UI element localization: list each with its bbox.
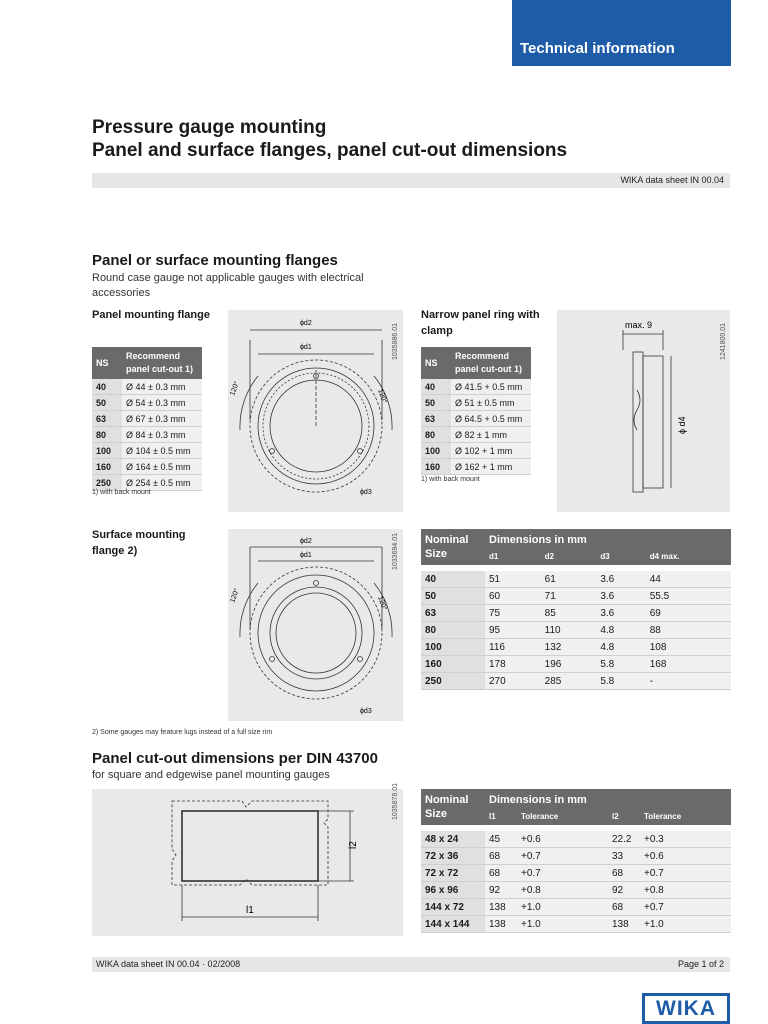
page-title [92,116,567,162]
table-cell: 69 [646,605,731,622]
table-cell: 3.6 [596,605,645,622]
section-subtitle: Round case gauge not applicable gauges with electrical accessories [92,272,364,299]
table-cell: Ø 54 ± 0.3 mm [122,395,202,411]
table-cell: Ø 254 ± 0.5 mm [122,475,202,491]
table-cell: 71 [541,588,597,605]
datasheet-ref: WIKA data sheet IN 00.04 [620,175,724,185]
dim-d1-label: ϕd1 [300,344,312,351]
header-nominal: Nominal [421,789,485,807]
table-cell: 85 [541,605,597,622]
table-cell: 100 [421,639,485,656]
narrow-ring-table [421,347,531,475]
table-cell: 68 [485,848,517,865]
table-cell: 63 [92,411,122,427]
table-cell: Ø 64.5 + 0.5 mm [451,411,531,427]
drawing-number: 1033694.01 [392,533,399,570]
table-cell: 160 [92,459,122,475]
ring-drawing-svg [557,310,730,512]
col-header: NS [421,347,451,379]
table-cell: 250 [421,673,485,690]
cutout-table [421,789,731,933]
section-cutout [92,750,422,783]
panel-flange-footnote: 1) with back mount [92,489,151,496]
col-header: Tolerance [517,807,608,825]
table-cell: 51 [485,571,541,588]
col-header: Recommend panel cut-out 1) [122,347,202,379]
table-cell: 72 x 36 [421,848,485,865]
table-row [421,899,731,916]
table-cell: 68 [485,865,517,882]
table-cell: 80 [92,427,122,443]
table-row [421,656,731,673]
col-header: d4 max. [646,547,731,565]
cutout-drawing [92,789,403,936]
col-header: l2 [608,807,640,825]
table-cell: 138 [485,899,517,916]
narrow-ring-drawing [557,310,730,512]
angle-label: 120° [229,587,241,604]
table-row [421,459,531,475]
col-header: NS [92,347,122,379]
drawing-number: 1241800.01 [720,323,727,360]
col-header: d2 [541,547,597,565]
table-cell: 48 x 24 [421,831,485,848]
table-cell: 63 [421,411,451,427]
table-cell: 75 [485,605,541,622]
table-cell: 33 [608,848,640,865]
table-cell: Ø 41.5 + 0.5 mm [451,379,531,395]
header-size: Size [421,547,485,565]
dim-l2-label: l2 [348,841,359,849]
table-cell: 138 [608,916,640,933]
table-cell: 88 [646,622,731,639]
table-cell: 40 [421,379,451,395]
table-cell: +1.0 [517,916,608,933]
table-row [421,831,731,848]
table-row [92,411,202,427]
table-cell: Ø 162 + 1 mm [451,459,531,475]
header-dimensions: Dimensions in mm [485,529,731,547]
table-cell: 3.6 [596,588,645,605]
table-cell: 40 [421,571,485,588]
table-cell: 50 [421,588,485,605]
table-cell: 110 [541,622,597,639]
table-cell: 5.8 [596,673,645,690]
section-subtitle: for square and edgewise panel mounting gauges [92,769,330,781]
table-cell: 80 [421,427,451,443]
table-cell: 160 [421,656,485,673]
table-cell: 116 [485,639,541,656]
drawing-number: 1035878.01 [392,783,399,820]
table-cell: 138 [485,916,517,933]
table-cell: - [646,673,731,690]
surface-drawing-svg [228,529,403,721]
table-cell: 80 [421,622,485,639]
wika-logo [642,993,730,1024]
table-cell: 160 [421,459,451,475]
col-header: Recommend panel cut-out 1) [451,347,531,379]
table-row [421,865,731,882]
table-cell: 100 [421,443,451,459]
table-cell: 144 x 72 [421,899,485,916]
table-cell: 22.2 [608,831,640,848]
panel-flange-table [92,347,202,491]
table-cell: Ø 102 + 1 mm [451,443,531,459]
max9-label: max. 9 [625,320,653,330]
col-header: d3 [596,547,645,565]
table-cell: +0.3 [640,831,731,848]
table-cell: 100 [92,443,122,459]
dim-d3-label: ϕd3 [360,489,372,496]
table-cell: Ø 82 ± 1 mm [451,427,531,443]
table-cell: 44 [646,571,731,588]
cutout-drawing-svg [92,789,403,936]
table-row [92,395,202,411]
table-cell: 50 [421,395,451,411]
header-size: Size [421,807,485,825]
logo-text: WIKA [645,996,727,1021]
surface-flange-drawing [228,529,403,721]
table-row [421,605,731,622]
table-cell: 96 x 96 [421,882,485,899]
table-row [92,427,202,443]
narrow-ring-label: Narrow panel ring with clamp [421,309,540,337]
dim-d2-label: ϕd2 [300,320,312,327]
table-cell: Ø 44 ± 0.3 mm [122,379,202,395]
angle-label: 120° [376,595,388,612]
table-cell: 168 [646,656,731,673]
table-row [421,916,731,933]
title-line-1: Pressure gauge mounting [92,117,327,138]
table-row [421,588,731,605]
footer-page: Page 1 of 2 [677,959,724,969]
table-cell: +1.0 [640,916,731,933]
table-cell: 40 [92,379,122,395]
table-cell: 196 [541,656,597,673]
table-cell: 61 [541,571,597,588]
table-cell: 144 x 144 [421,916,485,933]
table-cell: 5.8 [596,656,645,673]
table-row [421,882,731,899]
footer-bar [92,957,730,972]
dim-d2-label: ϕd2 [300,538,312,545]
banner-text: Technical information [520,40,675,57]
table-cell: 68 [608,865,640,882]
col-header: d1 [485,547,541,565]
table-row [421,379,531,395]
table-cell: 4.8 [596,639,645,656]
col-header: Tolerance [640,807,731,825]
angle-label: 120° [376,388,388,405]
dimensions-table [421,529,731,690]
narrow-ring-footnote: 1) with back mount [421,476,480,483]
table-cell: 132 [541,639,597,656]
table-cell: 95 [485,622,541,639]
table-cell: 285 [541,673,597,690]
table-cell: 3.6 [596,571,645,588]
flange-drawing-svg [228,310,403,512]
table-row [421,673,731,690]
dim-d1-label: ϕd1 [300,552,312,559]
header-dimensions: Dimensions in mm [485,789,731,807]
table-cell: 4.8 [596,622,645,639]
table-cell: 72 x 72 [421,865,485,882]
drawing-number: 1035886.01 [392,323,399,360]
table-cell: +0.7 [640,865,731,882]
header-banner [512,0,731,66]
table-row [92,459,202,475]
table-cell: 250 [92,475,122,491]
table-cell: 92 [485,882,517,899]
table-cell: Ø 164 ± 0.5 mm [122,459,202,475]
table-row [421,427,531,443]
panel-flange-label: Panel mounting flange [92,309,210,321]
table-row [92,443,202,459]
table-cell: Ø 67 ± 0.3 mm [122,411,202,427]
table-cell: 108 [646,639,731,656]
datasheet-bar [92,173,730,188]
surface-flange-footnote: 2) Some gauges may feature lugs instead of a full size rim [92,729,273,736]
table-cell: 60 [485,588,541,605]
table-cell: 68 [608,899,640,916]
table-cell: 45 [485,831,517,848]
surface-flange-label: Surface mounting flange 2) [92,529,186,557]
title-line-2: Panel and surface flanges, panel cut-out dimensions [92,140,568,161]
table-row [92,379,202,395]
section-heading: Panel or surface mounting flanges [92,252,338,269]
table-row [421,443,531,459]
table-cell: 50 [92,395,122,411]
col-header: l1 [485,807,517,825]
table-cell: +0.6 [640,848,731,865]
header-nominal: Nominal [421,529,485,547]
table-cell: +0.7 [517,865,608,882]
dim-l1-label: l1 [246,905,254,916]
table-row [421,639,731,656]
table-cell: +0.8 [517,882,608,899]
angle-label: 120° [229,380,241,397]
table-row [421,395,531,411]
dim-d4-label: ϕ d4 [677,416,687,434]
table-cell: 270 [485,673,541,690]
table-row [421,622,731,639]
table-cell: +0.8 [640,882,731,899]
table-cell: 63 [421,605,485,622]
table-cell: +0.7 [517,848,608,865]
table-row [421,848,731,865]
table-cell: 92 [608,882,640,899]
table-row [421,571,731,588]
table-cell: +1.0 [517,899,608,916]
table-cell: +0.6 [517,831,608,848]
section-flanges [92,252,392,301]
table-row [421,411,531,427]
table-cell: Ø 51 ± 0.5 mm [451,395,531,411]
table-cell: +0.7 [640,899,731,916]
table-cell: 55.5 [646,588,731,605]
table-cell: 178 [485,656,541,673]
table-cell: Ø 104 ± 0.5 mm [122,443,202,459]
footer-left: WIKA data sheet IN 00.04 · 02/2008 [96,959,241,969]
panel-flange-drawing [228,310,403,512]
dim-d3-label: ϕd3 [360,708,372,715]
table-cell: Ø 84 ± 0.3 mm [122,427,202,443]
section-heading: Panel cut-out dimensions per DIN 43700 [92,750,378,767]
